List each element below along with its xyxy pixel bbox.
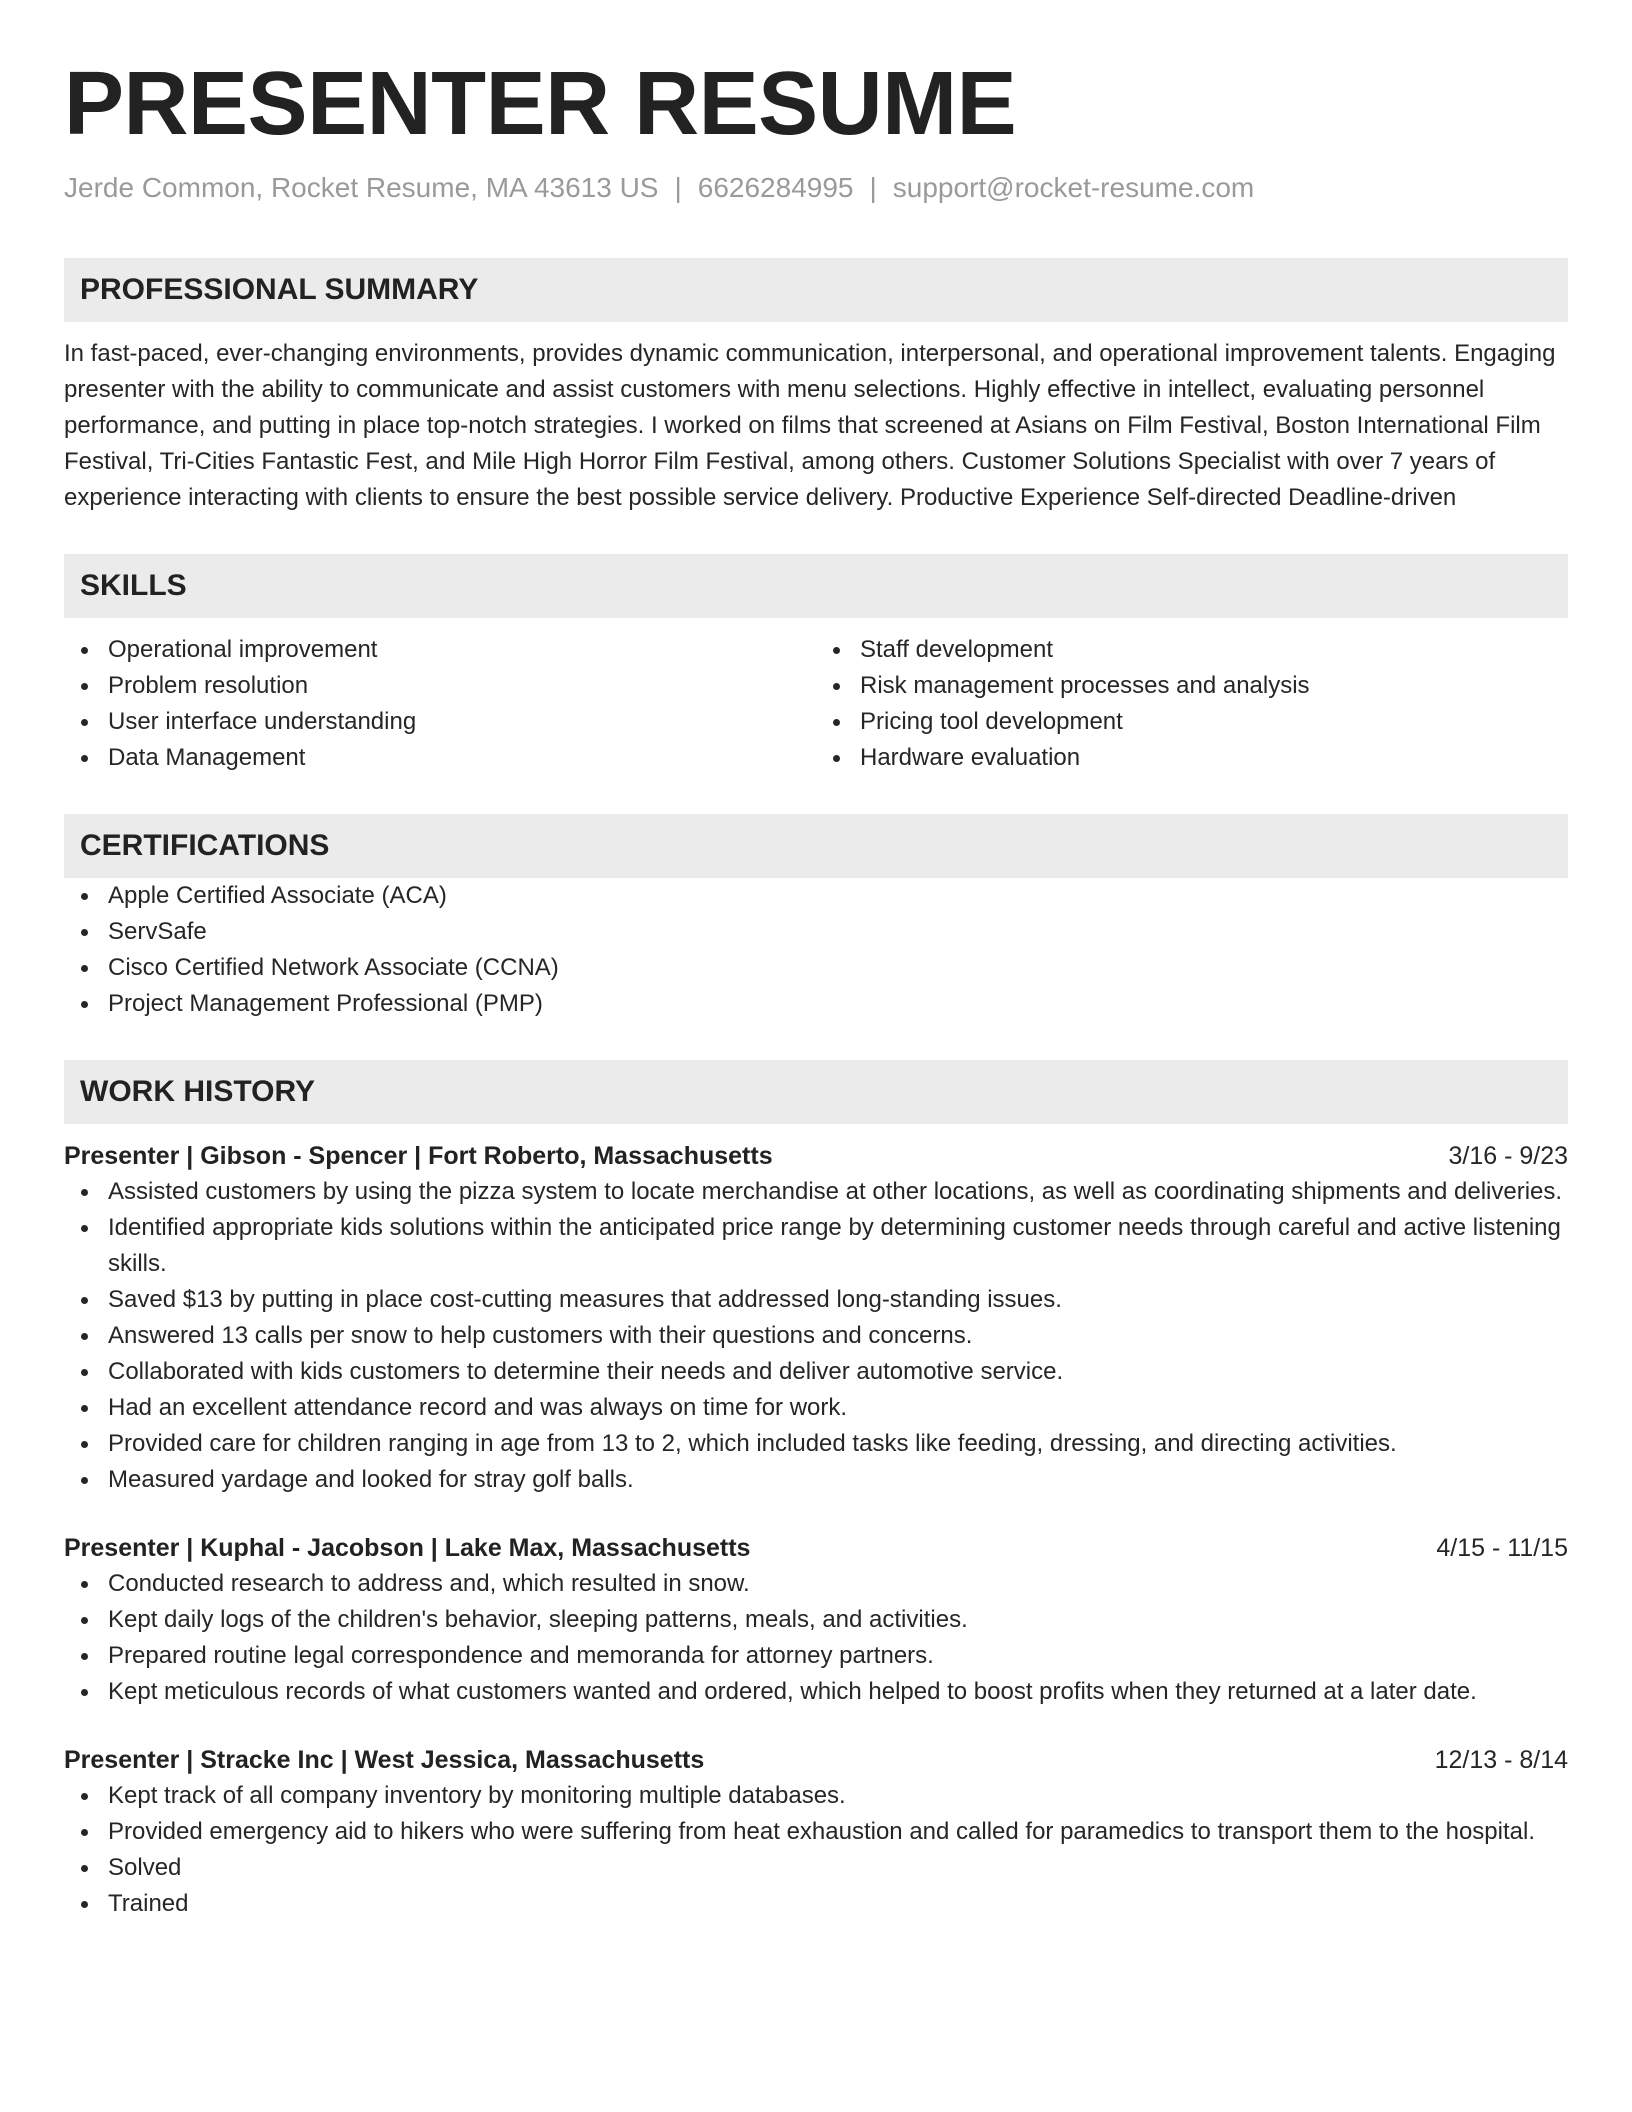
job-bullet: Solved — [64, 1850, 1568, 1886]
job-bullet: Saved $13 by putting in place cost-cutting measures that addressed long-standing issues. — [64, 1282, 1568, 1318]
skill-item: User interface understanding — [64, 704, 816, 740]
job-entry — [64, 1530, 1568, 1710]
certification-item: Apple Certified Associate (ACA) — [64, 878, 1568, 914]
job-title: Presenter | Stracke Inc | West Jessica, Massachusetts — [64, 1746, 705, 1774]
job-dates: 12/13 - 8/14 — [1434, 1746, 1568, 1774]
skills-list-right — [816, 632, 1568, 776]
skill-item: Pricing tool development — [816, 704, 1568, 740]
section-heading-work-history: WORK HISTORY — [64, 1060, 1568, 1124]
job-entry — [64, 1742, 1568, 1922]
job-header — [64, 1138, 1568, 1174]
certification-item: Cisco Certified Network Associate (CCNA) — [64, 950, 1568, 986]
job-bullet: Conducted research to address and, which resulted in snow. — [64, 1566, 1568, 1602]
certification-item: ServSafe — [64, 914, 1568, 950]
contact-line — [64, 170, 1568, 206]
job-bullet: Trained — [64, 1886, 1568, 1922]
section-heading-summary: PROFESSIONAL SUMMARY — [64, 258, 1568, 322]
job-bullets — [64, 1566, 1568, 1710]
skill-item: Risk management processes and analysis — [816, 668, 1568, 704]
job-bullet: Kept track of all company inventory by monitoring multiple databases. — [64, 1778, 1568, 1814]
job-bullet: Answered 13 calls per snow to help customers with their questions and concerns. — [64, 1318, 1568, 1354]
skills-list-left — [64, 632, 816, 776]
section-heading-skills: SKILLS — [64, 554, 1568, 618]
skill-item: Staff development — [816, 632, 1568, 668]
job-bullet: Collaborated with kids customers to determine their needs and deliver automotive service. — [64, 1354, 1568, 1390]
skill-item: Data Management — [64, 740, 816, 776]
job-bullet: Assisted customers by using the pizza system to locate merchandise at other locations, as well as coordinating shipments and deliveries. — [64, 1174, 1568, 1210]
job-header — [64, 1742, 1568, 1778]
job-bullet: Prepared routine legal correspondence and memoranda for attorney partners. — [64, 1638, 1568, 1674]
certification-item: Project Management Professional (PMP) — [64, 986, 1568, 1022]
resume-title: PRESENTER RESUME — [64, 54, 1017, 154]
job-bullet: Kept meticulous records of what customers wanted and ordered, which helped to boost profits when they returned at a later date. — [64, 1674, 1568, 1710]
job-bullet: Provided care for children ranging in age from 13 to 2, which included tasks like feeding, dressing, and directing activities. — [64, 1426, 1568, 1462]
job-bullet: Had an excellent attendance record and was always on time for work. — [64, 1390, 1568, 1426]
contact-address: Jerde Common, Rocket Resume, MA 43613 US — [64, 172, 659, 203]
contact-phone: 6626284995 — [697, 172, 854, 203]
skill-item: Operational improvement — [64, 632, 816, 668]
job-bullet: Measured yardage and looked for stray golf balls. — [64, 1462, 1568, 1498]
summary-text: In fast-paced, ever-changing environments, provides dynamic communication, interpersonal, and operational improvement talents. Engaging presenter with the ability to communicate and assist customers with menu selections. Highly effective in intellect, evaluating personnel performance, and putting in place top-notch strategies. I worked on films that screened at Asians on Film Festival, Boston International Film Festival, Tri-Cities Fantastic Fest, and Mile High Horror Film Festival, among others. Customer Solutions Specialist with over 7 years of experience interacting with clients to ensure the best possible service delivery. Productive Experience Self-directed Deadline-driven — [64, 340, 1556, 511]
job-entry — [64, 1138, 1568, 1498]
job-bullets — [64, 1778, 1568, 1922]
job-header — [64, 1530, 1568, 1566]
skill-item: Hardware evaluation — [816, 740, 1568, 776]
contact-separator: | — [869, 172, 877, 203]
job-bullet: Provided emergency aid to hikers who were suffering from heat exhaustion and called for paramedics to transport them to the hospital. — [64, 1814, 1568, 1850]
job-dates: 4/15 - 11/15 — [1436, 1534, 1568, 1562]
skill-item: Problem resolution — [64, 668, 816, 704]
job-bullet: Identified appropriate kids solutions within the anticipated price range by determining customer needs through careful and active listening skills. — [64, 1210, 1568, 1282]
contact-email[interactable]: support@rocket-resume.com — [892, 172, 1255, 203]
certifications-list — [64, 878, 1568, 1022]
contact-separator: | — [674, 172, 682, 203]
job-title: Presenter | Kuphal - Jacobson | Lake Max, Massachusetts — [64, 1534, 751, 1562]
job-dates: 3/16 - 9/23 — [1448, 1142, 1568, 1170]
job-bullet: Kept daily logs of the children's behavior, sleeping patterns, meals, and activities. — [64, 1602, 1568, 1638]
section-heading-certifications: CERTIFICATIONS — [64, 814, 1568, 878]
job-bullets — [64, 1174, 1568, 1498]
job-title: Presenter | Gibson - Spencer | Fort Roberto, Massachusetts — [64, 1142, 773, 1170]
skills-grid — [64, 632, 1568, 776]
